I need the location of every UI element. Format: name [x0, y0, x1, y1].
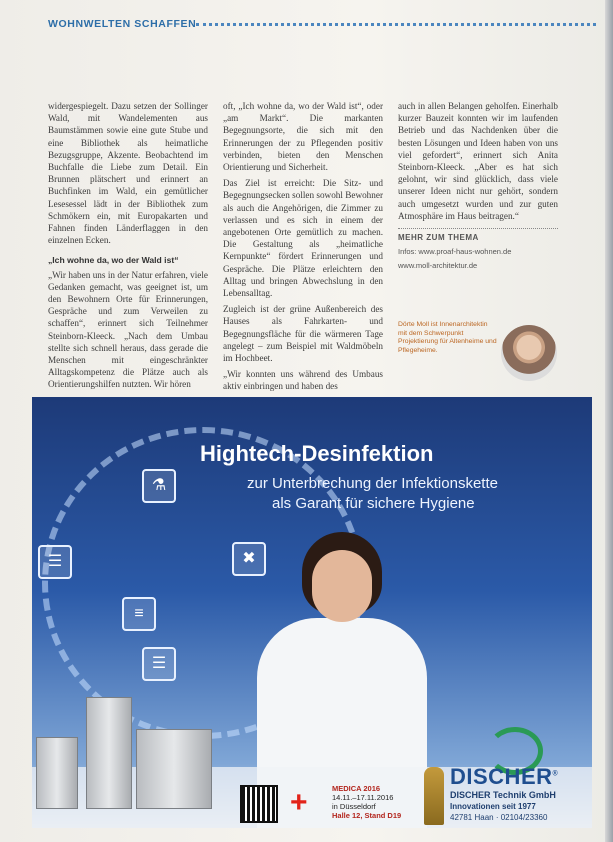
- article-subheading: „Ich wohne da, wo der Wald ist“: [48, 255, 179, 266]
- discher-logo: DISCHER®: [450, 764, 559, 789]
- author-box: [398, 321, 550, 383]
- company-name: DISCHER Technik GmbH: [450, 790, 556, 800]
- author-bio: Dörte Moll ist Innenarchitektin mit dem Schwerpunkt Projektierung für Altenheime und Pflegeheime.: [398, 321, 497, 354]
- company-contact: 42781 Haan · 02104/23360: [450, 813, 548, 822]
- article-column-1: [48, 100, 208, 395]
- qr-code[interactable]: [240, 785, 278, 823]
- article-paragraph: oft, „Ich wohne da, wo der Wald ist“, oder „am Markt“. Die markanten Begegnungsorte, die sich mit den Erinnerungen der zu Pflegenden positiv verbinden, bieten den Menschen Orientierung und Sicherheit.: [223, 101, 383, 173]
- more-info-link[interactable]: Infos: www.proaf-haus-wohnen.de: [398, 247, 512, 257]
- article-column-2: [223, 100, 383, 397]
- header-dotted-rule: [196, 23, 596, 26]
- section-header: WOHNWELTEN SCHAFFEN: [48, 18, 197, 30]
- article-paragraph: widergespiegelt. Dazu setzen der Sollinger Wald, mit Wandelementen aus Baumstämmen sowie eine gute Stube und eine Bibliothek als heimatliche Bezugsgruppe, Akzente. Beobachtend im Buchfalle die Liebe zum Detail. Ein Brunnen plätschert und erinnert an Buchfinken im Wald, ein gemütlicher Lesesessel lädt in der Bibliothek zum Schmökern ein, mit Europakarten und Fahnen finden Länderflaggen in den einzelnen Ecken.: [48, 101, 208, 246]
- medica-city: in Düsseldorf: [332, 802, 376, 811]
- advertisement: [32, 397, 592, 828]
- medica-dates: 14.11.–17.11.2016: [332, 793, 394, 802]
- award-statue: [424, 767, 444, 825]
- article-column-3: [398, 100, 558, 273]
- ad-title: Hightech-Desinfektion: [200, 441, 434, 466]
- medica-name: MEDICA 2016: [332, 784, 381, 793]
- disinfection-machines-photo: [32, 689, 252, 809]
- ad-subtitle: zur Unterbrechung der Infektionskette: [247, 475, 498, 492]
- medica-info: [332, 784, 401, 820]
- article-paragraph: auch in allen Belangen geholfen. Einerhalb kurzer Bauzeit konnten wir im laufenden Betrieb und das Nachdenken über die besten Lösungen und Ideen haben von uns viel gefordert“, erinnert sich Anita Steinborn-Kleeck. „Aber es hat sich gelohnt, wir sind glücklich, dass viele unserer Ideen nicht nur gehört, sondern auch umgesetzt wurden und zur guten Atmosphäre im Haus beitragen.“: [398, 101, 558, 221]
- hospital-bed-icon: ☰: [38, 545, 72, 579]
- linen-icon: ≡: [122, 597, 156, 631]
- more-info-title: MEHR ZUM THEMA: [398, 228, 558, 244]
- medica-stand: Halle 12, Stand D19: [332, 811, 402, 820]
- article-paragraph: „Wir haben uns in der Natur erfahren, viele Gedanken gemacht, was geeignet ist, um den Bewohnern Orte für Erinnerungen, Gespräche und zum Verweilen zu schaffen“, erinnert sich Teilnehmer Steinborn-Kleeck. „Nach dem Umbau stellte sich schnell heraus, dass gerade die Menschen mit eingeschränkter Alltagskompetenz die Plätze auch als Orientierungshilfen nutzten. Wir hören: [48, 269, 208, 390]
- medica-logo: +: [290, 786, 308, 819]
- ad-subtitle: als Garant für sichere Hygiene: [272, 495, 475, 512]
- author-photo: [501, 325, 557, 381]
- more-info-link[interactable]: www.moll-architektur.de: [398, 261, 478, 271]
- article-paragraph: „Wir konnten uns während des Umbaus aktiv einbringen und haben des: [223, 369, 383, 392]
- page-spine: [605, 0, 613, 842]
- disinfection-icon: ✖: [232, 542, 266, 576]
- cleaning-icon: ☰: [142, 647, 176, 681]
- article-paragraph: Das Ziel ist erreicht: Die Sitz- und Begegnungsecken sollen sowohl Bewohner als auch die Angehörigen, die Zimmer zu verlassen und es sich in einem der angebotenen Orte gemütlich zu machen. Die Gestaltung als „heimatliche Kernpunkte“ fördert Erinnerungen und Gespräche. Die Plätze erleichtern den Alltag und bringen Abwechslung in den Lebensalltag.: [223, 178, 383, 299]
- bathtub-icon: ⚗: [142, 469, 176, 503]
- company-tagline: Innovationen seit 1977: [450, 802, 536, 811]
- brand-name: DISCHER: [450, 764, 553, 789]
- article-paragraph: Zugleich ist der grüne Außenbereich des Hauses als Fahrkarten- und Begegnungsfläche für die wärmeren Tage angelegt – zum Beispiel mit Waldmöbeln im Hochbeet.: [223, 304, 383, 364]
